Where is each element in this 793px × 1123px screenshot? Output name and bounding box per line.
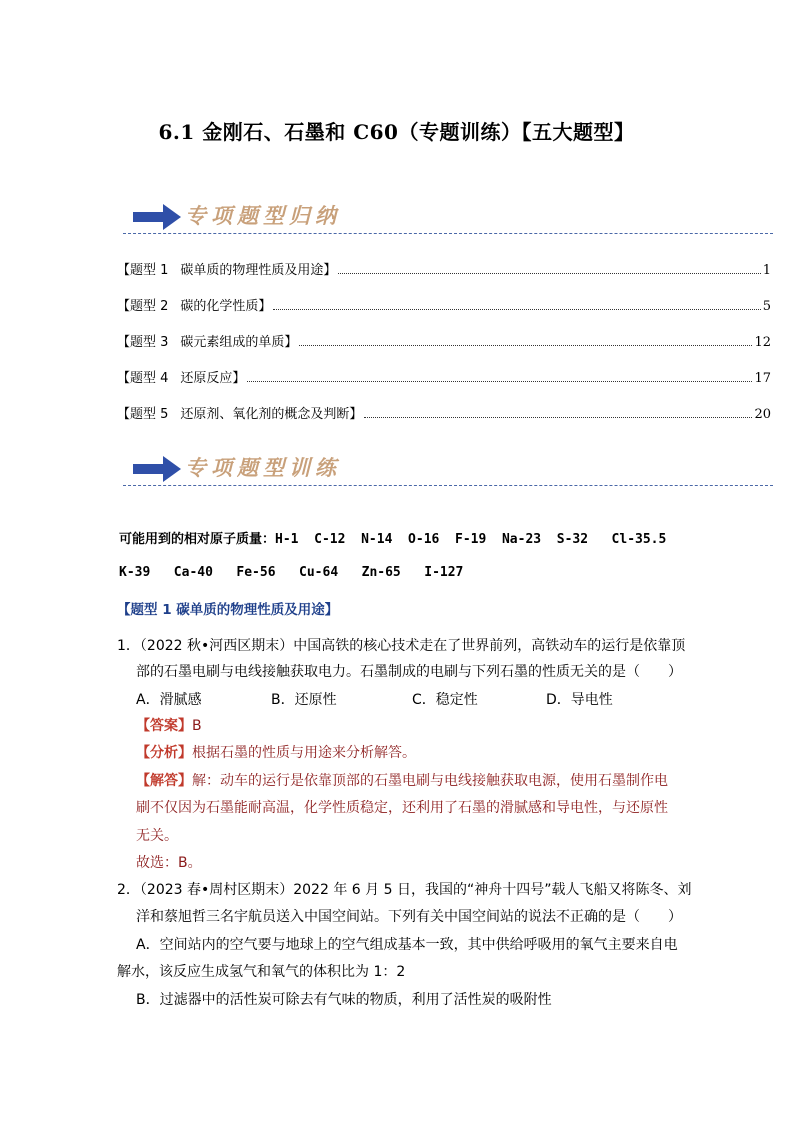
q1-options — [136, 689, 696, 709]
toc-item-3[interactable]: 【题型 3 碳元素组成的单质】 12 — [117, 335, 771, 350]
q1-option-a[interactable]: A．滑腻感 — [136, 692, 202, 708]
q1-option-b[interactable]: B．还原性 — [271, 692, 337, 708]
toc-page: 5 — [762, 299, 771, 314]
q1-line-1: 1．（2022 秋•河西区期末）中国高铁的核心技术走在了世界前列，高铁动车的运行是依靠顶 — [117, 638, 686, 654]
analysis-tag: 【分析】 — [136, 745, 192, 761]
toc-leader — [364, 417, 752, 418]
banner-summary — [123, 200, 773, 234]
solution-text: 解：动车的运行是依靠顶部的石墨电刷与电线接触获取电源，使用石墨制作电 — [192, 773, 668, 789]
q1-option-c[interactable]: C．稳定性 — [412, 692, 478, 708]
toc-page: 1 — [762, 263, 771, 278]
toc-item-5[interactable]: 【题型 5 还原剂、氧化剂的概念及判断】 20 — [117, 407, 771, 422]
toc-leader — [299, 345, 752, 346]
analysis-text: 根据石墨的性质与用途来分析解答。 — [192, 745, 416, 761]
q1-answer — [136, 716, 202, 736]
right-arrow-icon — [133, 204, 181, 230]
page-title: 6.1 金刚石、石墨和 C60（专题训练）【五大题型】 — [158, 120, 635, 144]
section-heading: 【题型 1 碳单质的物理性质及用途】 — [117, 602, 339, 618]
q2-option-b[interactable]: B．过滤器中的活性炭可除去有气味的物质，利用了活性炭的吸附性 — [136, 992, 552, 1008]
toc-leader — [247, 381, 752, 382]
toc-item-2[interactable]: 【题型 2 碳的化学性质】 5 — [117, 299, 771, 314]
atomic-mass-line-2: K-39 Ca-40 Fe-56 Cu-64 Zn-65 I-127 — [119, 565, 464, 580]
q2-line-1: 2．（2023 春•周村区期末）2022 年 6 月 5 日，我国的“神舟十四号”载人飞船又将陈冬、刘 — [117, 882, 692, 898]
atomic-mass-line-1: 可能用到的相对原子质量：H-1 C-12 N-14 O-16 F-19 Na-23 S-32 Cl-35.5 — [119, 532, 667, 547]
q1-solution-line-2: 刷不仅因为石墨能耐高温，化学性质稳定，还利用了石墨的滑腻感和导电性，与还原性 — [136, 800, 668, 816]
divider — [123, 233, 773, 234]
solution-tag: 【解答】 — [136, 773, 192, 789]
q2-option-a-line-2: 解水，该反应生成氢气和氧气的体积比为 1：2 — [117, 964, 406, 980]
toc-leader — [273, 309, 760, 310]
toc-item-1[interactable]: 【题型 1 碳单质的物理性质及用途】 1 — [117, 263, 771, 278]
banner-training-text: 专项题型训练 — [185, 456, 341, 480]
toc-leader — [338, 273, 760, 274]
q2-line-2: 洋和蔡旭哲三名宇航员送入中国空间站。下列有关中国空间站的说法不正确的是（ ） — [136, 909, 682, 925]
divider — [123, 485, 773, 486]
toc-page: 20 — [754, 407, 771, 422]
banner-summary-text: 专项题型归纳 — [185, 204, 341, 228]
q1-solution-line-3: 无关。 — [136, 828, 178, 844]
q2-option-a-line-1[interactable]: A．空间站内的空气要与地球上的空气组成基本一致，其中供给呼吸用的氧气主要来自电 — [136, 937, 678, 953]
toc-page: 12 — [754, 335, 771, 350]
q1-solution-line-1 — [136, 771, 668, 791]
q1-option-d[interactable]: D．导电性 — [546, 692, 613, 708]
answer-tag: 【答案】 — [136, 718, 192, 734]
q1-choose: 故选：B。 — [136, 855, 202, 871]
toc-page: 17 — [754, 371, 771, 386]
right-arrow-icon — [133, 456, 181, 482]
banner-training — [123, 452, 773, 486]
toc-item-4[interactable]: 【题型 4 还原反应】 17 — [117, 371, 771, 386]
answer-value: B — [192, 718, 202, 734]
q1-analysis — [136, 743, 416, 763]
q1-line-2: 部的石墨电刷与电线接触获取电力。石墨制成的电刷与下列石墨的性质无关的是（ ） — [136, 664, 682, 680]
